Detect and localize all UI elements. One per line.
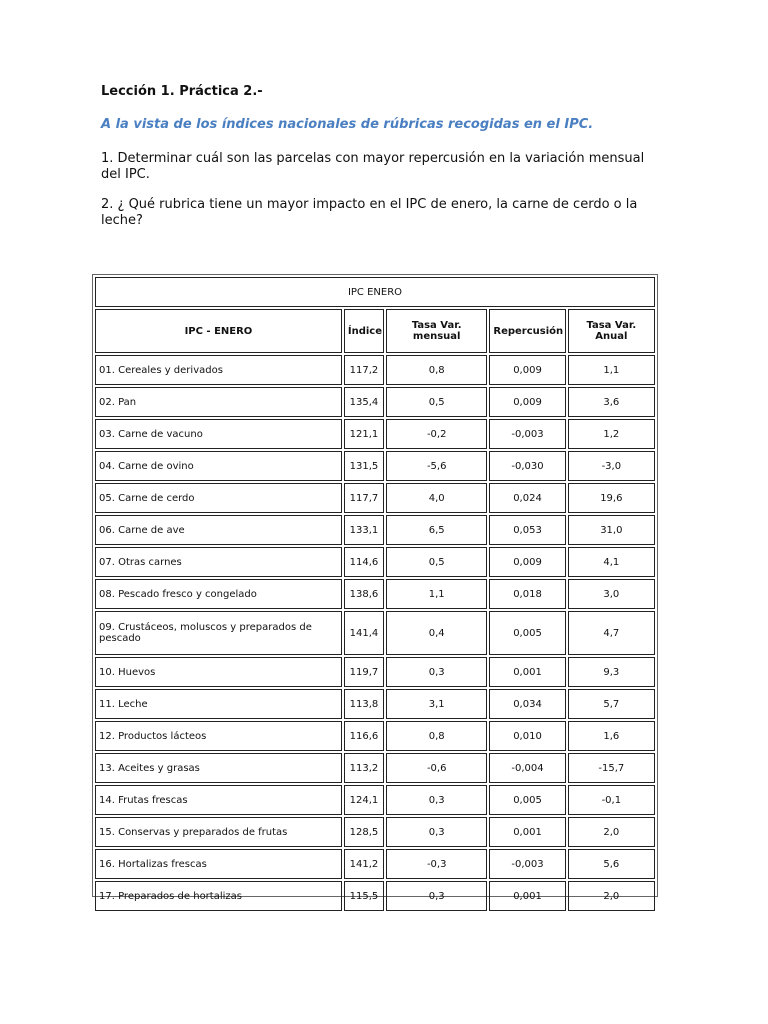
cell-tasa-mensual: -0,6 (386, 753, 487, 783)
cell-indice: 117,7 (344, 483, 384, 513)
cell-repercusion: 0,034 (489, 689, 565, 719)
cell-name: 13. Aceites y grasas (95, 753, 342, 783)
cell-indice: 116,6 (344, 721, 384, 751)
cell-indice: 138,6 (344, 579, 384, 609)
ipc-table-container (92, 274, 658, 902)
lesson-heading: Lección 1. Práctica 2.- (101, 84, 263, 99)
cell-tasa-anual: 3,6 (568, 387, 655, 417)
cell-tasa-mensual: 0,5 (386, 547, 487, 577)
table-row (95, 451, 655, 481)
cell-tasa-anual: -3,0 (568, 451, 655, 481)
table-row (95, 515, 655, 545)
cell-tasa-mensual: 0,3 (386, 817, 487, 847)
cell-tasa-mensual: 3,1 (386, 689, 487, 719)
cell-name: 15. Conservas y preparados de frutas (95, 817, 342, 847)
cell-indice: 117,2 (344, 355, 384, 385)
cell-name: 06. Carne de ave (95, 515, 342, 545)
cell-repercusion: 0,024 (489, 483, 565, 513)
cell-tasa-mensual: -0,2 (386, 419, 487, 449)
cell-indice: 113,8 (344, 689, 384, 719)
cell-name: 08. Pescado fresco y congelado (95, 579, 342, 609)
header-tasa-anual: Tasa Var. Anual (568, 309, 655, 353)
cell-tasa-anual: 2,0 (568, 817, 655, 847)
question-1: 1. Determinar cuál son las parcelas con mayor repercusión en la variación mensual del IPC. (101, 151, 645, 182)
cell-indice: 119,7 (344, 657, 384, 687)
cell-indice: 113,2 (344, 753, 384, 783)
table-row (95, 849, 655, 879)
cell-name: 10. Huevos (95, 657, 342, 687)
ipc-table (93, 275, 657, 913)
cell-repercusion: 0,009 (489, 547, 565, 577)
header-repercusion: Repercusión (489, 309, 565, 353)
question-2: 2. ¿ Qué rubrica tiene un mayor impacto en el IPC de enero, la carne de cerdo o la leche? (101, 197, 638, 228)
cell-tasa-mensual: 6,5 (386, 515, 487, 545)
cell-indice: 141,4 (344, 611, 384, 655)
cell-name: 17. Preparados de hortalizas (95, 881, 342, 911)
table-row (95, 483, 655, 513)
table-row (95, 753, 655, 783)
cell-repercusion: 0,001 (489, 817, 565, 847)
cell-tasa-anual: 19,6 (568, 483, 655, 513)
cell-indice: 124,1 (344, 785, 384, 815)
cell-name: 12. Productos lácteos (95, 721, 342, 751)
cell-tasa-anual: 1,1 (568, 355, 655, 385)
cell-tasa-anual: 5,6 (568, 849, 655, 879)
cell-name: 16. Hortalizas frescas (95, 849, 342, 879)
cell-indice: 121,1 (344, 419, 384, 449)
cell-name: 04. Carne de ovino (95, 451, 342, 481)
cell-indice: 135,4 (344, 387, 384, 417)
cell-repercusion: -0,004 (489, 753, 565, 783)
cell-name: 09. Crustáceos, moluscos y preparados de pescado (95, 611, 342, 655)
header-name: IPC - ENERO (95, 309, 342, 353)
cell-tasa-anual: 1,2 (568, 419, 655, 449)
cell-repercusion: 0,009 (489, 355, 565, 385)
cell-tasa-anual: 3,0 (568, 579, 655, 609)
cell-repercusion: -0,003 (489, 419, 565, 449)
cell-name: 07. Otras carnes (95, 547, 342, 577)
cell-tasa-anual: 4,1 (568, 547, 655, 577)
cell-indice: 133,1 (344, 515, 384, 545)
cell-indice: 131,5 (344, 451, 384, 481)
table-row (95, 817, 655, 847)
cell-tasa-mensual: 0,5 (386, 387, 487, 417)
cell-repercusion: -0,003 (489, 849, 565, 879)
cell-tasa-mensual: 0,8 (386, 721, 487, 751)
cell-tasa-mensual: 0,3 (386, 657, 487, 687)
cell-tasa-anual: 31,0 (568, 515, 655, 545)
cell-repercusion: 0,005 (489, 785, 565, 815)
cell-indice: 141,2 (344, 849, 384, 879)
cell-indice: 115,5 (344, 881, 384, 911)
table-row (95, 419, 655, 449)
cell-name: 03. Carne de vacuno (95, 419, 342, 449)
cell-tasa-anual: -15,7 (568, 753, 655, 783)
table-row (95, 721, 655, 751)
table-row (95, 881, 655, 911)
cell-tasa-mensual: 0,3 (386, 785, 487, 815)
cell-tasa-anual: -0,1 (568, 785, 655, 815)
table-row (95, 785, 655, 815)
table-row (95, 547, 655, 577)
cell-tasa-mensual: 1,1 (386, 579, 487, 609)
cell-tasa-mensual: 4,0 (386, 483, 487, 513)
cell-repercusion: 0,001 (489, 881, 565, 911)
table-row (95, 657, 655, 687)
cell-name: 01. Cereales y derivados (95, 355, 342, 385)
table-title: IPC ENERO (95, 277, 655, 307)
cell-tasa-anual: 4,7 (568, 611, 655, 655)
cell-name: 02. Pan (95, 387, 342, 417)
cell-name: 14. Frutas frescas (95, 785, 342, 815)
cell-tasa-anual: 2,0 (568, 881, 655, 911)
table-row (95, 579, 655, 609)
cell-indice: 128,5 (344, 817, 384, 847)
cell-repercusion: 0,009 (489, 387, 565, 417)
cell-tasa-anual: 9,3 (568, 657, 655, 687)
cell-tasa-anual: 5,7 (568, 689, 655, 719)
cell-repercusion: 0,053 (489, 515, 565, 545)
cell-tasa-mensual: 0,4 (386, 611, 487, 655)
header-tasa-mensual: Tasa Var. mensual (386, 309, 487, 353)
cell-tasa-mensual: 0,3 (386, 881, 487, 911)
cell-name: 05. Carne de cerdo (95, 483, 342, 513)
table-row (95, 387, 655, 417)
cell-tasa-mensual: 0,8 (386, 355, 487, 385)
table-row (95, 611, 655, 655)
cell-repercusion: 0,010 (489, 721, 565, 751)
cell-repercusion: 0,001 (489, 657, 565, 687)
cell-tasa-anual: 1,6 (568, 721, 655, 751)
table-row (95, 689, 655, 719)
header-indice: Índice (344, 309, 384, 353)
cell-name: 11. Leche (95, 689, 342, 719)
cell-repercusion: -0,030 (489, 451, 565, 481)
lesson-subtitle: A la vista de los índices nacionales de rúbricas recogidas en el IPC. (101, 117, 594, 132)
cell-tasa-mensual: -5,6 (386, 451, 487, 481)
cell-repercusion: 0,005 (489, 611, 565, 655)
table-row (95, 355, 655, 385)
cell-indice: 114,6 (344, 547, 384, 577)
cell-repercusion: 0,018 (489, 579, 565, 609)
cell-tasa-mensual: -0,3 (386, 849, 487, 879)
